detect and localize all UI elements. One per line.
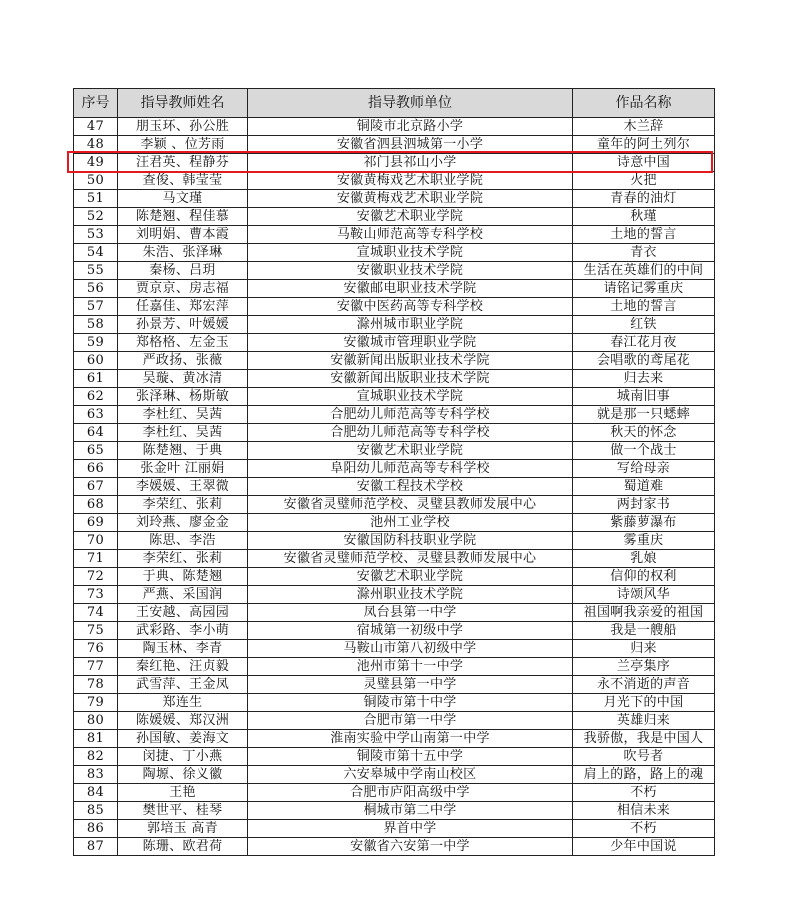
table-row bbox=[74, 568, 715, 586]
cell-no: 47 bbox=[74, 118, 118, 136]
table-row bbox=[74, 748, 715, 766]
cell-work-title: 秋天的怀念 bbox=[573, 424, 715, 442]
cell-work-title: 肩上的路，路上的魂 bbox=[573, 766, 715, 784]
cell-no: 59 bbox=[74, 334, 118, 352]
cell-teacher-unit: 合肥市庐阳高级中学 bbox=[248, 784, 573, 802]
cell-no: 66 bbox=[74, 460, 118, 478]
cell-teacher-name: 李荣红、张莉 bbox=[118, 496, 248, 514]
cell-no: 56 bbox=[74, 280, 118, 298]
cell-no: 61 bbox=[74, 370, 118, 388]
cell-teacher-name: 严政扬、张薇 bbox=[118, 352, 248, 370]
table-row bbox=[74, 694, 715, 712]
cell-no: 80 bbox=[74, 712, 118, 730]
table-row bbox=[74, 604, 715, 622]
cell-teacher-name: 朋玉环、孙公胜 bbox=[118, 118, 248, 136]
cell-no: 58 bbox=[74, 316, 118, 334]
cell-teacher-name: 孙国敏、姜海文 bbox=[118, 730, 248, 748]
cell-teacher-unit: 安徽省灵璧师范学校、灵璧县教师发展中心 bbox=[248, 496, 573, 514]
cell-work-title: 做一个战士 bbox=[573, 442, 715, 460]
cell-teacher-name: 查俊、韩莹莹 bbox=[118, 172, 248, 190]
cell-work-title: 两封家书 bbox=[573, 496, 715, 514]
cell-teacher-name: 武雪萍、王金凤 bbox=[118, 676, 248, 694]
cell-no: 70 bbox=[74, 532, 118, 550]
table-row bbox=[74, 784, 715, 802]
cell-teacher-unit: 马鞍山师范高等专科学校 bbox=[248, 226, 573, 244]
cell-teacher-name: 郭培玉 高青 bbox=[118, 820, 248, 838]
cell-work-title: 写给母亲 bbox=[573, 460, 715, 478]
table-row bbox=[74, 334, 715, 352]
cell-work-title: 乳娘 bbox=[573, 550, 715, 568]
table-row bbox=[74, 460, 715, 478]
cell-teacher-name: 严燕、采国润 bbox=[118, 586, 248, 604]
cell-teacher-name: 陈楚翘、程佳慕 bbox=[118, 208, 248, 226]
cell-no: 81 bbox=[74, 730, 118, 748]
cell-teacher-unit: 界首中学 bbox=[248, 820, 573, 838]
table-row bbox=[74, 136, 715, 154]
cell-work-title: 永不消逝的声音 bbox=[573, 676, 715, 694]
cell-work-title: 雾重庆 bbox=[573, 532, 715, 550]
cell-teacher-unit: 安徽省灵璧师范学校、灵璧县教师发展中心 bbox=[248, 550, 573, 568]
cell-teacher-name: 于典、陈楚翘 bbox=[118, 568, 248, 586]
cell-teacher-name: 朱浩、张泽琳 bbox=[118, 244, 248, 262]
cell-teacher-unit: 铜陵市第十五中学 bbox=[248, 748, 573, 766]
table-row bbox=[74, 622, 715, 640]
cell-no: 85 bbox=[74, 802, 118, 820]
table-row bbox=[74, 172, 715, 190]
cell-teacher-unit: 滁州职业技术学院 bbox=[248, 586, 573, 604]
cell-teacher-unit: 安徽省六安第一中学 bbox=[248, 838, 573, 856]
cell-work-title: 红铁 bbox=[573, 316, 715, 334]
cell-teacher-name: 秦红艳、汪贞毅 bbox=[118, 658, 248, 676]
cell-teacher-name: 武彩路、李小萌 bbox=[118, 622, 248, 640]
cell-no: 64 bbox=[74, 424, 118, 442]
cell-teacher-unit: 铜陵市北京路小学 bbox=[248, 118, 573, 136]
table-row bbox=[74, 190, 715, 208]
cell-teacher-unit: 合肥幼儿师范高等专科学校 bbox=[248, 406, 573, 424]
cell-teacher-name: 陶塬、徐义徽 bbox=[118, 766, 248, 784]
cell-work-title: 童年的阿土列尔 bbox=[573, 136, 715, 154]
header-row bbox=[74, 89, 715, 118]
cell-work-title: 春江花月夜 bbox=[573, 334, 715, 352]
cell-work-title: 英雄归来 bbox=[573, 712, 715, 730]
table-row bbox=[74, 298, 715, 316]
cell-teacher-unit: 祁门县祁山小学 bbox=[248, 154, 573, 172]
cell-work-title: 城南旧事 bbox=[573, 388, 715, 406]
cell-no: 77 bbox=[74, 658, 118, 676]
cell-teacher-unit: 淮南实验中学山南第一中学 bbox=[248, 730, 573, 748]
cell-work-title: 相信未来 bbox=[573, 802, 715, 820]
cell-teacher-unit: 桐城市第二中学 bbox=[248, 802, 573, 820]
cell-teacher-name: 陶玉林、李青 bbox=[118, 640, 248, 658]
cell-work-title: 月光下的中国 bbox=[573, 694, 715, 712]
table-row bbox=[74, 424, 715, 442]
cell-teacher-name: 张泽琳、杨斯敏 bbox=[118, 388, 248, 406]
cell-no: 60 bbox=[74, 352, 118, 370]
table-row bbox=[74, 514, 715, 532]
cell-teacher-unit: 池州工业学校 bbox=[248, 514, 573, 532]
cell-no: 86 bbox=[74, 820, 118, 838]
table-header bbox=[74, 89, 715, 118]
cell-no: 68 bbox=[74, 496, 118, 514]
award-table bbox=[73, 88, 715, 856]
cell-teacher-name: 王艳 bbox=[118, 784, 248, 802]
table-row-highlighted bbox=[74, 154, 715, 172]
cell-teacher-name: 秦杨、吕玥 bbox=[118, 262, 248, 280]
cell-work-title: 归来 bbox=[573, 640, 715, 658]
cell-no: 53 bbox=[74, 226, 118, 244]
cell-work-title: 会唱歌的鸢尾花 bbox=[573, 352, 715, 370]
cell-teacher-name: 孙景芳、叶媛媛 bbox=[118, 316, 248, 334]
cell-work-title: 土地的誓言 bbox=[573, 298, 715, 316]
cell-work-title: 秋瑾 bbox=[573, 208, 715, 226]
table-row bbox=[74, 118, 715, 136]
cell-work-title: 诗意中国 bbox=[573, 154, 715, 172]
cell-teacher-name: 李杜红、吴茜 bbox=[118, 406, 248, 424]
cell-teacher-name: 汪君英、程静芬 bbox=[118, 154, 248, 172]
cell-teacher-name: 刘明娟、曹本霞 bbox=[118, 226, 248, 244]
cell-teacher-unit: 安徽黄梅戏艺术职业学院 bbox=[248, 172, 573, 190]
cell-teacher-unit: 安徽黄梅戏艺术职业学院 bbox=[248, 190, 573, 208]
cell-no: 79 bbox=[74, 694, 118, 712]
table-row bbox=[74, 838, 715, 856]
cell-teacher-name: 李荣红、张莉 bbox=[118, 550, 248, 568]
cell-teacher-name: 陈楚翘、于典 bbox=[118, 442, 248, 460]
cell-no: 63 bbox=[74, 406, 118, 424]
cell-teacher-unit: 合肥市第一中学 bbox=[248, 712, 573, 730]
cell-teacher-unit: 安徽新闻出版职业技术学院 bbox=[248, 352, 573, 370]
table-row bbox=[74, 406, 715, 424]
cell-teacher-unit: 池州市第十一中学 bbox=[248, 658, 573, 676]
cell-teacher-unit: 合肥幼儿师范高等专科学校 bbox=[248, 424, 573, 442]
cell-teacher-unit: 宣城职业技术学院 bbox=[248, 244, 573, 262]
table-row bbox=[74, 280, 715, 298]
cell-teacher-name: 李颖 、位芳雨 bbox=[118, 136, 248, 154]
cell-no: 65 bbox=[74, 442, 118, 460]
cell-no: 82 bbox=[74, 748, 118, 766]
table-row bbox=[74, 802, 715, 820]
table-row bbox=[74, 496, 715, 514]
cell-work-title: 我是一艘船 bbox=[573, 622, 715, 640]
cell-no: 67 bbox=[74, 478, 118, 496]
cell-teacher-unit: 安徽国防科技职业学院 bbox=[248, 532, 573, 550]
header-work-title: 作品名称 bbox=[573, 89, 715, 118]
table-row bbox=[74, 442, 715, 460]
cell-teacher-unit: 宿城第一初级中学 bbox=[248, 622, 573, 640]
cell-work-title: 蜀道难 bbox=[573, 478, 715, 496]
cell-teacher-name: 王安越、高园园 bbox=[118, 604, 248, 622]
cell-work-title: 吹号者 bbox=[573, 748, 715, 766]
cell-work-title: 青春的油灯 bbox=[573, 190, 715, 208]
cell-no: 87 bbox=[74, 838, 118, 856]
table-row bbox=[74, 820, 715, 838]
cell-teacher-name: 李杜红、吴茜 bbox=[118, 424, 248, 442]
cell-work-title: 就是那一只蟋蟀 bbox=[573, 406, 715, 424]
cell-work-title: 火把 bbox=[573, 172, 715, 190]
cell-no: 69 bbox=[74, 514, 118, 532]
cell-teacher-name: 张金叶 江丽娟 bbox=[118, 460, 248, 478]
table-row bbox=[74, 208, 715, 226]
table-row bbox=[74, 262, 715, 280]
cell-teacher-name: 吴璇、黄冰清 bbox=[118, 370, 248, 388]
cell-teacher-unit: 滁州城市职业学院 bbox=[248, 316, 573, 334]
cell-teacher-name: 马文瑾 bbox=[118, 190, 248, 208]
cell-teacher-name: 闵捷、丁小燕 bbox=[118, 748, 248, 766]
cell-no: 83 bbox=[74, 766, 118, 784]
cell-work-title: 我骄傲，我是中国人 bbox=[573, 730, 715, 748]
cell-work-title: 请铭记雾重庆 bbox=[573, 280, 715, 298]
cell-teacher-unit: 宣城职业技术学院 bbox=[248, 388, 573, 406]
table-row bbox=[74, 712, 715, 730]
cell-teacher-name: 贾京京、房志福 bbox=[118, 280, 248, 298]
cell-no: 52 bbox=[74, 208, 118, 226]
cell-no: 57 bbox=[74, 298, 118, 316]
table-row bbox=[74, 640, 715, 658]
cell-no: 48 bbox=[74, 136, 118, 154]
table-row bbox=[74, 226, 715, 244]
cell-teacher-unit: 安徽艺术职业学院 bbox=[248, 208, 573, 226]
cell-teacher-unit: 凤台县第一中学 bbox=[248, 604, 573, 622]
cell-work-title: 紫藤萝瀑布 bbox=[573, 514, 715, 532]
cell-teacher-unit: 铜陵市第十中学 bbox=[248, 694, 573, 712]
cell-work-title: 青衣 bbox=[573, 244, 715, 262]
cell-work-title: 土地的誓言 bbox=[573, 226, 715, 244]
table-row bbox=[74, 586, 715, 604]
cell-no: 54 bbox=[74, 244, 118, 262]
table-row bbox=[74, 550, 715, 568]
cell-teacher-unit: 安徽职业技术学院 bbox=[248, 262, 573, 280]
cell-work-title: 木兰辞 bbox=[573, 118, 715, 136]
cell-teacher-unit: 六安皋城中学南山校区 bbox=[248, 766, 573, 784]
cell-no: 75 bbox=[74, 622, 118, 640]
table-row bbox=[74, 388, 715, 406]
cell-teacher-name: 陈媛媛、郑汉洲 bbox=[118, 712, 248, 730]
cell-teacher-name: 郑格格、左金玉 bbox=[118, 334, 248, 352]
table-body bbox=[74, 118, 715, 856]
cell-no: 72 bbox=[74, 568, 118, 586]
cell-work-title: 生活在英雄们的中间 bbox=[573, 262, 715, 280]
table-row bbox=[74, 478, 715, 496]
cell-teacher-name: 任嘉佳、郑宏萍 bbox=[118, 298, 248, 316]
table-row bbox=[74, 370, 715, 388]
table-row bbox=[74, 316, 715, 334]
cell-teacher-unit: 安徽艺术职业学院 bbox=[248, 568, 573, 586]
table-row bbox=[74, 766, 715, 784]
cell-teacher-unit: 安徽邮电职业技术学院 bbox=[248, 280, 573, 298]
cell-teacher-name: 陈思、李浩 bbox=[118, 532, 248, 550]
table-row bbox=[74, 532, 715, 550]
cell-work-title: 少年中国说 bbox=[573, 838, 715, 856]
cell-no: 62 bbox=[74, 388, 118, 406]
cell-no: 78 bbox=[74, 676, 118, 694]
cell-teacher-unit: 马鞍山市第八初级中学 bbox=[248, 640, 573, 658]
cell-no: 73 bbox=[74, 586, 118, 604]
cell-no: 50 bbox=[74, 172, 118, 190]
table-row bbox=[74, 352, 715, 370]
cell-teacher-name: 樊世平、桂琴 bbox=[118, 802, 248, 820]
header-teacher-name: 指导教师姓名 bbox=[118, 89, 248, 118]
table-row bbox=[74, 730, 715, 748]
header-no: 序号 bbox=[74, 89, 118, 118]
cell-work-title: 不朽 bbox=[573, 784, 715, 802]
cell-teacher-unit: 灵璧县第一中学 bbox=[248, 676, 573, 694]
cell-no: 71 bbox=[74, 550, 118, 568]
cell-work-title: 不朽 bbox=[573, 820, 715, 838]
cell-no: 55 bbox=[74, 262, 118, 280]
cell-no: 84 bbox=[74, 784, 118, 802]
cell-no: 76 bbox=[74, 640, 118, 658]
cell-teacher-name: 李媛媛、王翠微 bbox=[118, 478, 248, 496]
cell-teacher-unit: 安徽省泗县泗城第一小学 bbox=[248, 136, 573, 154]
table-row bbox=[74, 676, 715, 694]
cell-no: 49 bbox=[74, 154, 118, 172]
cell-teacher-unit: 安徽中医药高等专科学校 bbox=[248, 298, 573, 316]
cell-teacher-unit: 阜阳幼儿师范高等专科学校 bbox=[248, 460, 573, 478]
cell-work-title: 归去来 bbox=[573, 370, 715, 388]
cell-teacher-unit: 安徽新闻出版职业技术学院 bbox=[248, 370, 573, 388]
cell-teacher-name: 陈珊、欧君荷 bbox=[118, 838, 248, 856]
cell-teacher-unit: 安徽城市管理职业学院 bbox=[248, 334, 573, 352]
cell-work-title: 诗颂风华 bbox=[573, 586, 715, 604]
cell-teacher-name: 刘玲燕、廖金金 bbox=[118, 514, 248, 532]
cell-work-title: 兰亭集序 bbox=[573, 658, 715, 676]
cell-work-title: 祖国啊我亲爱的祖国 bbox=[573, 604, 715, 622]
cell-no: 51 bbox=[74, 190, 118, 208]
cell-teacher-unit: 安徽艺术职业学院 bbox=[248, 442, 573, 460]
table-row bbox=[74, 244, 715, 262]
cell-work-title: 信仰的权利 bbox=[573, 568, 715, 586]
cell-no: 74 bbox=[74, 604, 118, 622]
cell-teacher-name: 郑连生 bbox=[118, 694, 248, 712]
table-row bbox=[74, 658, 715, 676]
header-teacher-unit: 指导教师单位 bbox=[248, 89, 573, 118]
cell-teacher-unit: 安徽工程技术学校 bbox=[248, 478, 573, 496]
